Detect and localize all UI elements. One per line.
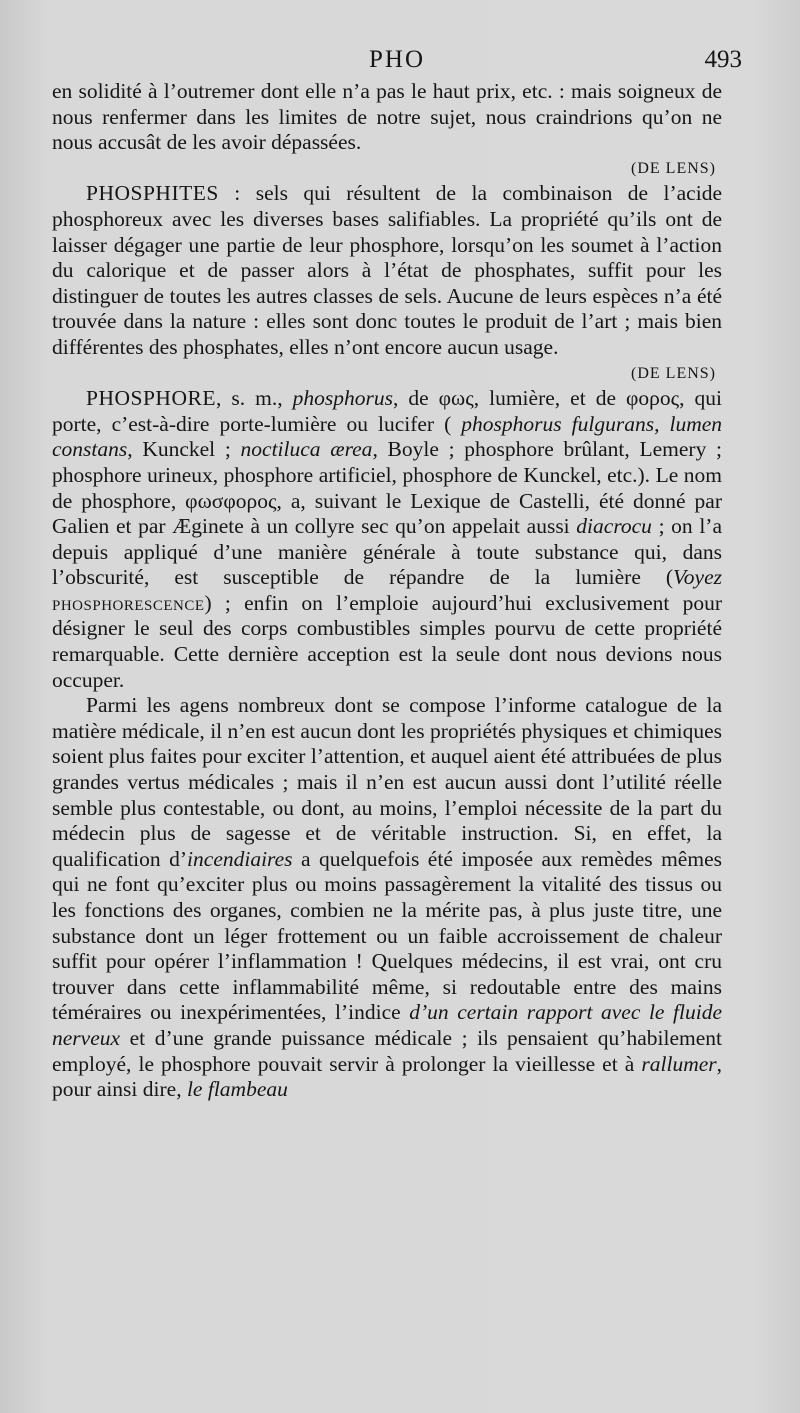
body-text	[52, 79, 722, 1103]
paragraph-text: Parmi les agens nombreux dont se compose l’informe catalogue de la matière médicale, il n’en est aucun dont les propriétés physiques et chimiques soient plus faites pour exciter l’attention, et auquel aient été attribuées de plus grandes vertus médicales ; mais il n’en est aucun aussi dont l’utilité réelle semble plus contestable, ou dont, au moins, l’emploi nécessite de la part du médecin plus de sagesse et de véritable instruction. Si, en effet, la qualification d’	[52, 693, 722, 871]
entry-text: , de φως, lumière, et de φορος, qui porte, c’est-à-dire porte-lumière ou lucifer (	[52, 386, 723, 436]
entry-text: , Boyle ; phosphore brûlant, Lemery ; phosphore urineux, phosphore artificiel, phosphore de Kunckel, etc.). Le nom de phosphore, φωσφορος, a, suivant le Lexique de Castelli, été donné par Galien et par Æginete à un collyre sec qu’on appelait aussi	[52, 437, 722, 539]
author-signature: (DE LENS)	[631, 364, 716, 382]
cross-reference: phosphorescence	[52, 590, 205, 615]
entry-headword: PHOSPHITES	[86, 181, 219, 206]
paragraph-text: en solidité à l’outremer dont elle n’a pas le haut prix, etc. : mais soigneux de nous renfermer dans les limites de notre sujet, nous craindrions qu’on ne nous accusât de les avoir dépassées.	[52, 79, 722, 155]
author-signature: (DE LENS)	[631, 159, 716, 177]
italic-term: Voyez	[673, 565, 722, 590]
entry-phosphore	[52, 386, 722, 693]
italic-term: rallumer	[641, 1051, 717, 1076]
italic-term: phosphorus	[292, 386, 393, 411]
running-head: PHO	[368, 46, 425, 73]
italic-term: d’un certain rapport avec le fluide nerveux	[52, 1000, 722, 1050]
paragraph-text: a quelquefois été imposée aux remèdes mêmes qui ne font qu’exciter plus ou moins passagèrement la vitalité des tissus ou les fonctions des organes, combien ne la mérite pas, à plus juste titre, une substance dont un léger frottement ou un faible accroissement de chaleur suffit pour opérer l’inflammation ! Quelques médecins, il est vrai, ont cru trouver dans cette inflammabilité même, si redoutable entre des mains téméraires ou inexpérimentées, l’indice	[52, 846, 722, 1025]
italic-term: incendiaires	[187, 846, 293, 871]
entry-headword: PHOSPHORE	[86, 386, 216, 411]
paragraph-text: , pour ainsi dire,	[52, 1051, 722, 1102]
italic-term: noctiluca ærea	[240, 437, 373, 462]
entry-text: ; on l’a depuis appliqué d’une manière générale à toute substance qui, dans l’obscurité, est susceptible de répandre de la lumière (	[52, 514, 722, 590]
paragraph-text: et d’une grande puissance médicale ; ils pensaient qu’habilement employé, le phosphore pouvait servir à prolonger la vieillesse et à	[52, 1025, 722, 1076]
paragraph-agens	[52, 693, 722, 1103]
italic-term: diacrocu	[576, 514, 652, 539]
entry-text: , Kunckel ;	[127, 437, 241, 462]
italic-term: phosphorus fulgurans, lumen constans	[52, 411, 723, 462]
paragraph-outremer	[52, 79, 722, 156]
page-header	[52, 46, 742, 82]
entry-text: ) ; enfin on l’emploie aujourd’hui exclusivement pour désigner le seul des corps combustibles simples pourvu de cette propriété remarquable. Cette dernière acception est la seule dont nous devions nous occuper.	[52, 590, 722, 692]
entry-text: , s. m.,	[215, 386, 293, 411]
entry-text: : sels qui résultent de la combinaison de l’acide phosphoreux avec les diverses bases salifiables. La propriété qu’ils ont de laisser dégager une partie de leur phosphore, lorsqu’on les soumet à l’action du calorique et de passer alors à l’état de phosphates, suffit pour les distinguer de toutes les autres classes de sels. Aucune de leurs espèces n’a été trouvée dans la nature : elles sont donc toutes le produit de l’art ; mais bien différentes des phosphates, elles n’ont encore aucun usage.	[52, 181, 722, 359]
entry-phosphites	[52, 181, 722, 360]
page-number: 493	[704, 46, 742, 73]
italic-term: le flambeau	[186, 1077, 288, 1102]
